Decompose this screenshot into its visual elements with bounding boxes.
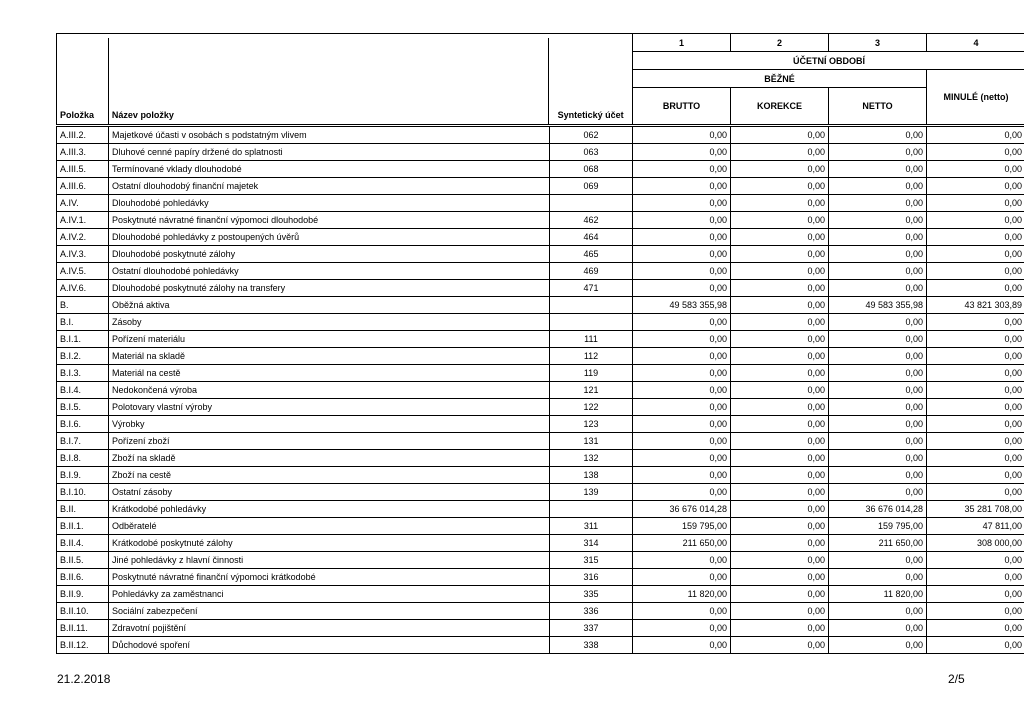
row-korekce: 0,00 [731, 518, 829, 535]
row-name: Zboží na skladě [109, 450, 550, 467]
row-netto: 0,00 [829, 450, 927, 467]
row-minule: 0,00 [927, 365, 1024, 382]
row-netto: 0,00 [829, 569, 927, 586]
row-account: 335 [550, 586, 633, 603]
row-minule: 0,00 [927, 637, 1024, 654]
row-minule: 0,00 [927, 280, 1024, 297]
row-name: Poskytnuté návratné finanční výpomoci krátkodobé [109, 569, 550, 586]
row-brutto: 0,00 [633, 161, 731, 178]
row-account [550, 195, 633, 212]
row-name: Pořízení materiálu [109, 331, 550, 348]
row-code: B.II. [57, 501, 109, 518]
row-korekce: 0,00 [731, 280, 829, 297]
row-name: Krátkodobé pohledávky [109, 501, 550, 518]
row-minule: 0,00 [927, 229, 1024, 246]
row-minule: 0,00 [927, 314, 1024, 331]
row-korekce: 0,00 [731, 552, 829, 569]
row-minule: 0,00 [927, 433, 1024, 450]
table-row [57, 212, 1024, 229]
table-row [57, 399, 1024, 416]
row-brutto: 0,00 [633, 603, 731, 620]
row-brutto: 0,00 [633, 552, 731, 569]
row-brutto: 0,00 [633, 195, 731, 212]
row-brutto: 0,00 [633, 331, 731, 348]
row-brutto: 0,00 [633, 178, 731, 195]
row-name: Nedokončená výroba [109, 382, 550, 399]
row-korekce: 0,00 [731, 229, 829, 246]
row-code: B.I.1. [57, 331, 109, 348]
page-number: 2/5 [948, 672, 965, 686]
row-name: Jiné pohledávky z hlavní činnosti [109, 552, 550, 569]
row-code: B.I.5. [57, 399, 109, 416]
row-code: A.III.5. [57, 161, 109, 178]
row-netto: 0,00 [829, 178, 927, 195]
row-code: B.II.10. [57, 603, 109, 620]
row-code: A.IV.5. [57, 263, 109, 280]
row-name: Pořízení zboží [109, 433, 550, 450]
row-account: 062 [550, 126, 633, 144]
table-row [57, 518, 1024, 535]
row-netto: 0,00 [829, 399, 927, 416]
row-name: Oběžná aktiva [109, 297, 550, 314]
table-row [57, 467, 1024, 484]
table-row [57, 637, 1024, 654]
row-netto: 0,00 [829, 433, 927, 450]
name-header: Název položky [109, 38, 549, 124]
row-code: B.II.11. [57, 620, 109, 637]
row-korekce: 0,00 [731, 382, 829, 399]
row-minule: 0,00 [927, 450, 1024, 467]
item-header: Položka [57, 38, 109, 124]
row-brutto: 11 820,00 [633, 586, 731, 603]
row-account: 132 [550, 450, 633, 467]
row-name: Majetkové účasti v osobách s podstatným vlivem [109, 126, 550, 144]
row-account: 465 [550, 246, 633, 263]
row-korekce: 0,00 [731, 620, 829, 637]
row-account: 068 [550, 161, 633, 178]
table-row [57, 331, 1024, 348]
row-netto: 36 676 014,28 [829, 501, 927, 518]
row-account [550, 314, 633, 331]
row-name: Ostatní zásoby [109, 484, 550, 501]
table-row [57, 348, 1024, 365]
row-minule: 0,00 [927, 382, 1024, 399]
row-minule: 0,00 [927, 569, 1024, 586]
row-netto: 0,00 [829, 467, 927, 484]
row-minule: 0,00 [927, 484, 1024, 501]
col-number-2: 2 [731, 34, 829, 52]
row-name: Sociální zabezpečení [109, 603, 550, 620]
table-row [57, 365, 1024, 382]
row-code: A.IV.1. [57, 212, 109, 229]
row-minule: 0,00 [927, 331, 1024, 348]
row-name: Materiál na cestě [109, 365, 550, 382]
row-minule: 0,00 [927, 467, 1024, 484]
row-name: Dlouhodobé poskytnuté zálohy [109, 246, 550, 263]
row-brutto: 0,00 [633, 399, 731, 416]
row-name: Dluhové cenné papíry držené do splatnosti [109, 144, 550, 161]
row-code: B.II.6. [57, 569, 109, 586]
row-korekce: 0,00 [731, 569, 829, 586]
brutto-header: BRUTTO [633, 88, 731, 126]
row-brutto: 0,00 [633, 246, 731, 263]
row-account: 119 [550, 365, 633, 382]
table-row [57, 126, 1024, 144]
row-netto: 0,00 [829, 263, 927, 280]
row-netto: 159 795,00 [829, 518, 927, 535]
row-netto: 0,00 [829, 331, 927, 348]
row-code: B.I.8. [57, 450, 109, 467]
row-korekce: 0,00 [731, 484, 829, 501]
row-minule: 43 821 303,89 [927, 297, 1024, 314]
table-row [57, 195, 1024, 212]
row-netto: 0,00 [829, 246, 927, 263]
row-korekce: 0,00 [731, 535, 829, 552]
row-name: Pohledávky za zaměstnanci [109, 586, 550, 603]
row-name: Důchodové spoření [109, 637, 550, 654]
row-brutto: 0,00 [633, 263, 731, 280]
row-netto: 0,00 [829, 416, 927, 433]
table-body [57, 126, 1024, 654]
row-minule: 0,00 [927, 263, 1024, 280]
row-name: Termínované vklady dlouhodobé [109, 161, 550, 178]
row-korekce: 0,00 [731, 126, 829, 144]
row-account: 122 [550, 399, 633, 416]
row-account: 337 [550, 620, 633, 637]
row-code: B.I.3. [57, 365, 109, 382]
row-netto: 0,00 [829, 195, 927, 212]
row-netto: 0,00 [829, 365, 927, 382]
row-minule: 0,00 [927, 603, 1024, 620]
row-account: 462 [550, 212, 633, 229]
row-account: 338 [550, 637, 633, 654]
row-korekce: 0,00 [731, 365, 829, 382]
row-name: Ostatní dlouhodobý finanční majetek [109, 178, 550, 195]
row-korekce: 0,00 [731, 178, 829, 195]
row-netto: 211 650,00 [829, 535, 927, 552]
row-code: B.I.9. [57, 467, 109, 484]
row-minule: 0,00 [927, 620, 1024, 637]
row-netto: 0,00 [829, 126, 927, 144]
row-minule: 0,00 [927, 552, 1024, 569]
row-account: 464 [550, 229, 633, 246]
table-row [57, 603, 1024, 620]
row-korekce: 0,00 [731, 603, 829, 620]
row-name: Dlouhodobé poskytnuté zálohy na transfery [109, 280, 550, 297]
table-row [57, 178, 1024, 195]
row-code: A.III.2. [57, 126, 109, 144]
period-label: ÚČETNÍ OBDOBÍ [633, 52, 1024, 70]
row-code: A.IV.6. [57, 280, 109, 297]
row-account: 315 [550, 552, 633, 569]
row-name: Zboží na cestě [109, 467, 550, 484]
row-code: B.I.4. [57, 382, 109, 399]
row-account: 471 [550, 280, 633, 297]
row-code: B.II.12. [57, 637, 109, 654]
row-code: B. [57, 297, 109, 314]
table-row [57, 161, 1024, 178]
row-account: 314 [550, 535, 633, 552]
row-korekce: 0,00 [731, 348, 829, 365]
korekce-header: KOREKCE [731, 88, 829, 126]
row-brutto: 0,00 [633, 280, 731, 297]
row-code: B.II.1. [57, 518, 109, 535]
row-account: 069 [550, 178, 633, 195]
row-korekce: 0,00 [731, 637, 829, 654]
row-account: 121 [550, 382, 633, 399]
row-brutto: 0,00 [633, 229, 731, 246]
row-minule: 0,00 [927, 416, 1024, 433]
row-name: Ostatní dlouhodobé pohledávky [109, 263, 550, 280]
row-minule: 308 000,00 [927, 535, 1024, 552]
row-korekce: 0,00 [731, 331, 829, 348]
row-code: A.III.6. [57, 178, 109, 195]
col-number-3: 3 [829, 34, 927, 52]
row-minule: 0,00 [927, 195, 1024, 212]
row-brutto: 0,00 [633, 416, 731, 433]
row-account: 139 [550, 484, 633, 501]
row-name: Zásoby [109, 314, 550, 331]
table-row [57, 620, 1024, 637]
row-korekce: 0,00 [731, 433, 829, 450]
row-minule: 0,00 [927, 178, 1024, 195]
row-korekce: 0,00 [731, 450, 829, 467]
previous-period-label: MINULÉ (netto) [927, 70, 1024, 126]
row-korekce: 0,00 [731, 195, 829, 212]
row-account: 063 [550, 144, 633, 161]
row-netto: 11 820,00 [829, 586, 927, 603]
row-name: Zdravotní pojištění [109, 620, 550, 637]
row-korekce: 0,00 [731, 161, 829, 178]
table-row [57, 263, 1024, 280]
row-netto: 0,00 [829, 229, 927, 246]
current-period-label: BĚŽNÉ [633, 70, 927, 88]
row-minule: 0,00 [927, 212, 1024, 229]
table-row [57, 280, 1024, 297]
row-account: 138 [550, 467, 633, 484]
row-name: Polotovary vlastní výroby [109, 399, 550, 416]
table-row [57, 586, 1024, 603]
row-netto: 0,00 [829, 280, 927, 297]
row-code: A.III.3. [57, 144, 109, 161]
table-row [57, 229, 1024, 246]
row-code: B.II.9. [57, 586, 109, 603]
row-brutto: 0,00 [633, 637, 731, 654]
row-minule: 47 811,00 [927, 518, 1024, 535]
table-row [57, 484, 1024, 501]
table-row [57, 297, 1024, 314]
row-netto: 49 583 355,98 [829, 297, 927, 314]
row-code: B.I.7. [57, 433, 109, 450]
row-name: Krátkodobé poskytnuté zálohy [109, 535, 550, 552]
table-row [57, 416, 1024, 433]
print-date: 21.2.2018 [57, 672, 111, 686]
row-code: A.IV. [57, 195, 109, 212]
row-brutto: 0,00 [633, 620, 731, 637]
row-korekce: 0,00 [731, 501, 829, 518]
row-brutto: 0,00 [633, 144, 731, 161]
row-korekce: 0,00 [731, 246, 829, 263]
row-minule: 0,00 [927, 348, 1024, 365]
row-netto: 0,00 [829, 620, 927, 637]
row-korekce: 0,00 [731, 399, 829, 416]
header-blank-area [57, 34, 633, 126]
row-minule: 0,00 [927, 246, 1024, 263]
row-brutto: 0,00 [633, 382, 731, 399]
row-korekce: 0,00 [731, 212, 829, 229]
row-name: Dlouhodobé pohledávky [109, 195, 550, 212]
row-brutto: 0,00 [633, 212, 731, 229]
row-korekce: 0,00 [731, 416, 829, 433]
table-row [57, 450, 1024, 467]
table-row [57, 246, 1024, 263]
row-minule: 0,00 [927, 161, 1024, 178]
row-brutto: 0,00 [633, 126, 731, 144]
row-account: 336 [550, 603, 633, 620]
row-brutto: 211 650,00 [633, 535, 731, 552]
row-minule: 35 281 708,00 [927, 501, 1024, 518]
table-row [57, 552, 1024, 569]
table-row [57, 535, 1024, 552]
col-number-4: 4 [927, 34, 1024, 52]
row-brutto: 0,00 [633, 348, 731, 365]
row-netto: 0,00 [829, 603, 927, 620]
row-brutto: 0,00 [633, 433, 731, 450]
header-left-labels [57, 38, 632, 124]
row-korekce: 0,00 [731, 467, 829, 484]
row-netto: 0,00 [829, 144, 927, 161]
row-account: 111 [550, 331, 633, 348]
row-korekce: 0,00 [731, 144, 829, 161]
row-brutto: 0,00 [633, 467, 731, 484]
row-minule: 0,00 [927, 399, 1024, 416]
row-name: Dlouhodobé pohledávky z postoupených úvěrů [109, 229, 550, 246]
row-brutto: 36 676 014,28 [633, 501, 731, 518]
col-number-1: 1 [633, 34, 731, 52]
row-name: Odběratelé [109, 518, 550, 535]
row-code: B.I.6. [57, 416, 109, 433]
row-name: Výrobky [109, 416, 550, 433]
row-account: 316 [550, 569, 633, 586]
row-code: A.IV.3. [57, 246, 109, 263]
row-minule: 0,00 [927, 144, 1024, 161]
balance-sheet-table [56, 33, 1024, 654]
row-minule: 0,00 [927, 126, 1024, 144]
row-code: B.I.2. [57, 348, 109, 365]
row-code: B.II.4. [57, 535, 109, 552]
row-account: 123 [550, 416, 633, 433]
row-netto: 0,00 [829, 484, 927, 501]
table-row [57, 433, 1024, 450]
row-netto: 0,00 [829, 212, 927, 229]
row-netto: 0,00 [829, 552, 927, 569]
row-korekce: 0,00 [731, 263, 829, 280]
row-account [550, 297, 633, 314]
row-brutto: 0,00 [633, 365, 731, 382]
row-code: B.I. [57, 314, 109, 331]
row-brutto: 159 795,00 [633, 518, 731, 535]
table-row [57, 569, 1024, 586]
table-row [57, 501, 1024, 518]
row-korekce: 0,00 [731, 586, 829, 603]
netto-header: NETTO [829, 88, 927, 126]
row-account: 469 [550, 263, 633, 280]
row-korekce: 0,00 [731, 314, 829, 331]
row-name: Materiál na skladě [109, 348, 550, 365]
row-netto: 0,00 [829, 382, 927, 399]
table-row [57, 382, 1024, 399]
row-account: 112 [550, 348, 633, 365]
row-brutto: 49 583 355,98 [633, 297, 731, 314]
row-netto: 0,00 [829, 314, 927, 331]
account-header: Syntetický účet [557, 110, 624, 120]
table-row [57, 314, 1024, 331]
row-netto: 0,00 [829, 637, 927, 654]
row-brutto: 0,00 [633, 484, 731, 501]
row-netto: 0,00 [829, 348, 927, 365]
row-account: 131 [550, 433, 633, 450]
row-code: B.II.5. [57, 552, 109, 569]
row-name: Poskytnuté návratné finanční výpomoci dlouhodobé [109, 212, 550, 229]
row-code: B.I.10. [57, 484, 109, 501]
row-korekce: 0,00 [731, 297, 829, 314]
row-code: A.IV.2. [57, 229, 109, 246]
table-row [57, 144, 1024, 161]
row-brutto: 0,00 [633, 569, 731, 586]
row-account [550, 501, 633, 518]
row-netto: 0,00 [829, 161, 927, 178]
row-account: 311 [550, 518, 633, 535]
row-brutto: 0,00 [633, 314, 731, 331]
row-minule: 0,00 [927, 586, 1024, 603]
row-brutto: 0,00 [633, 450, 731, 467]
